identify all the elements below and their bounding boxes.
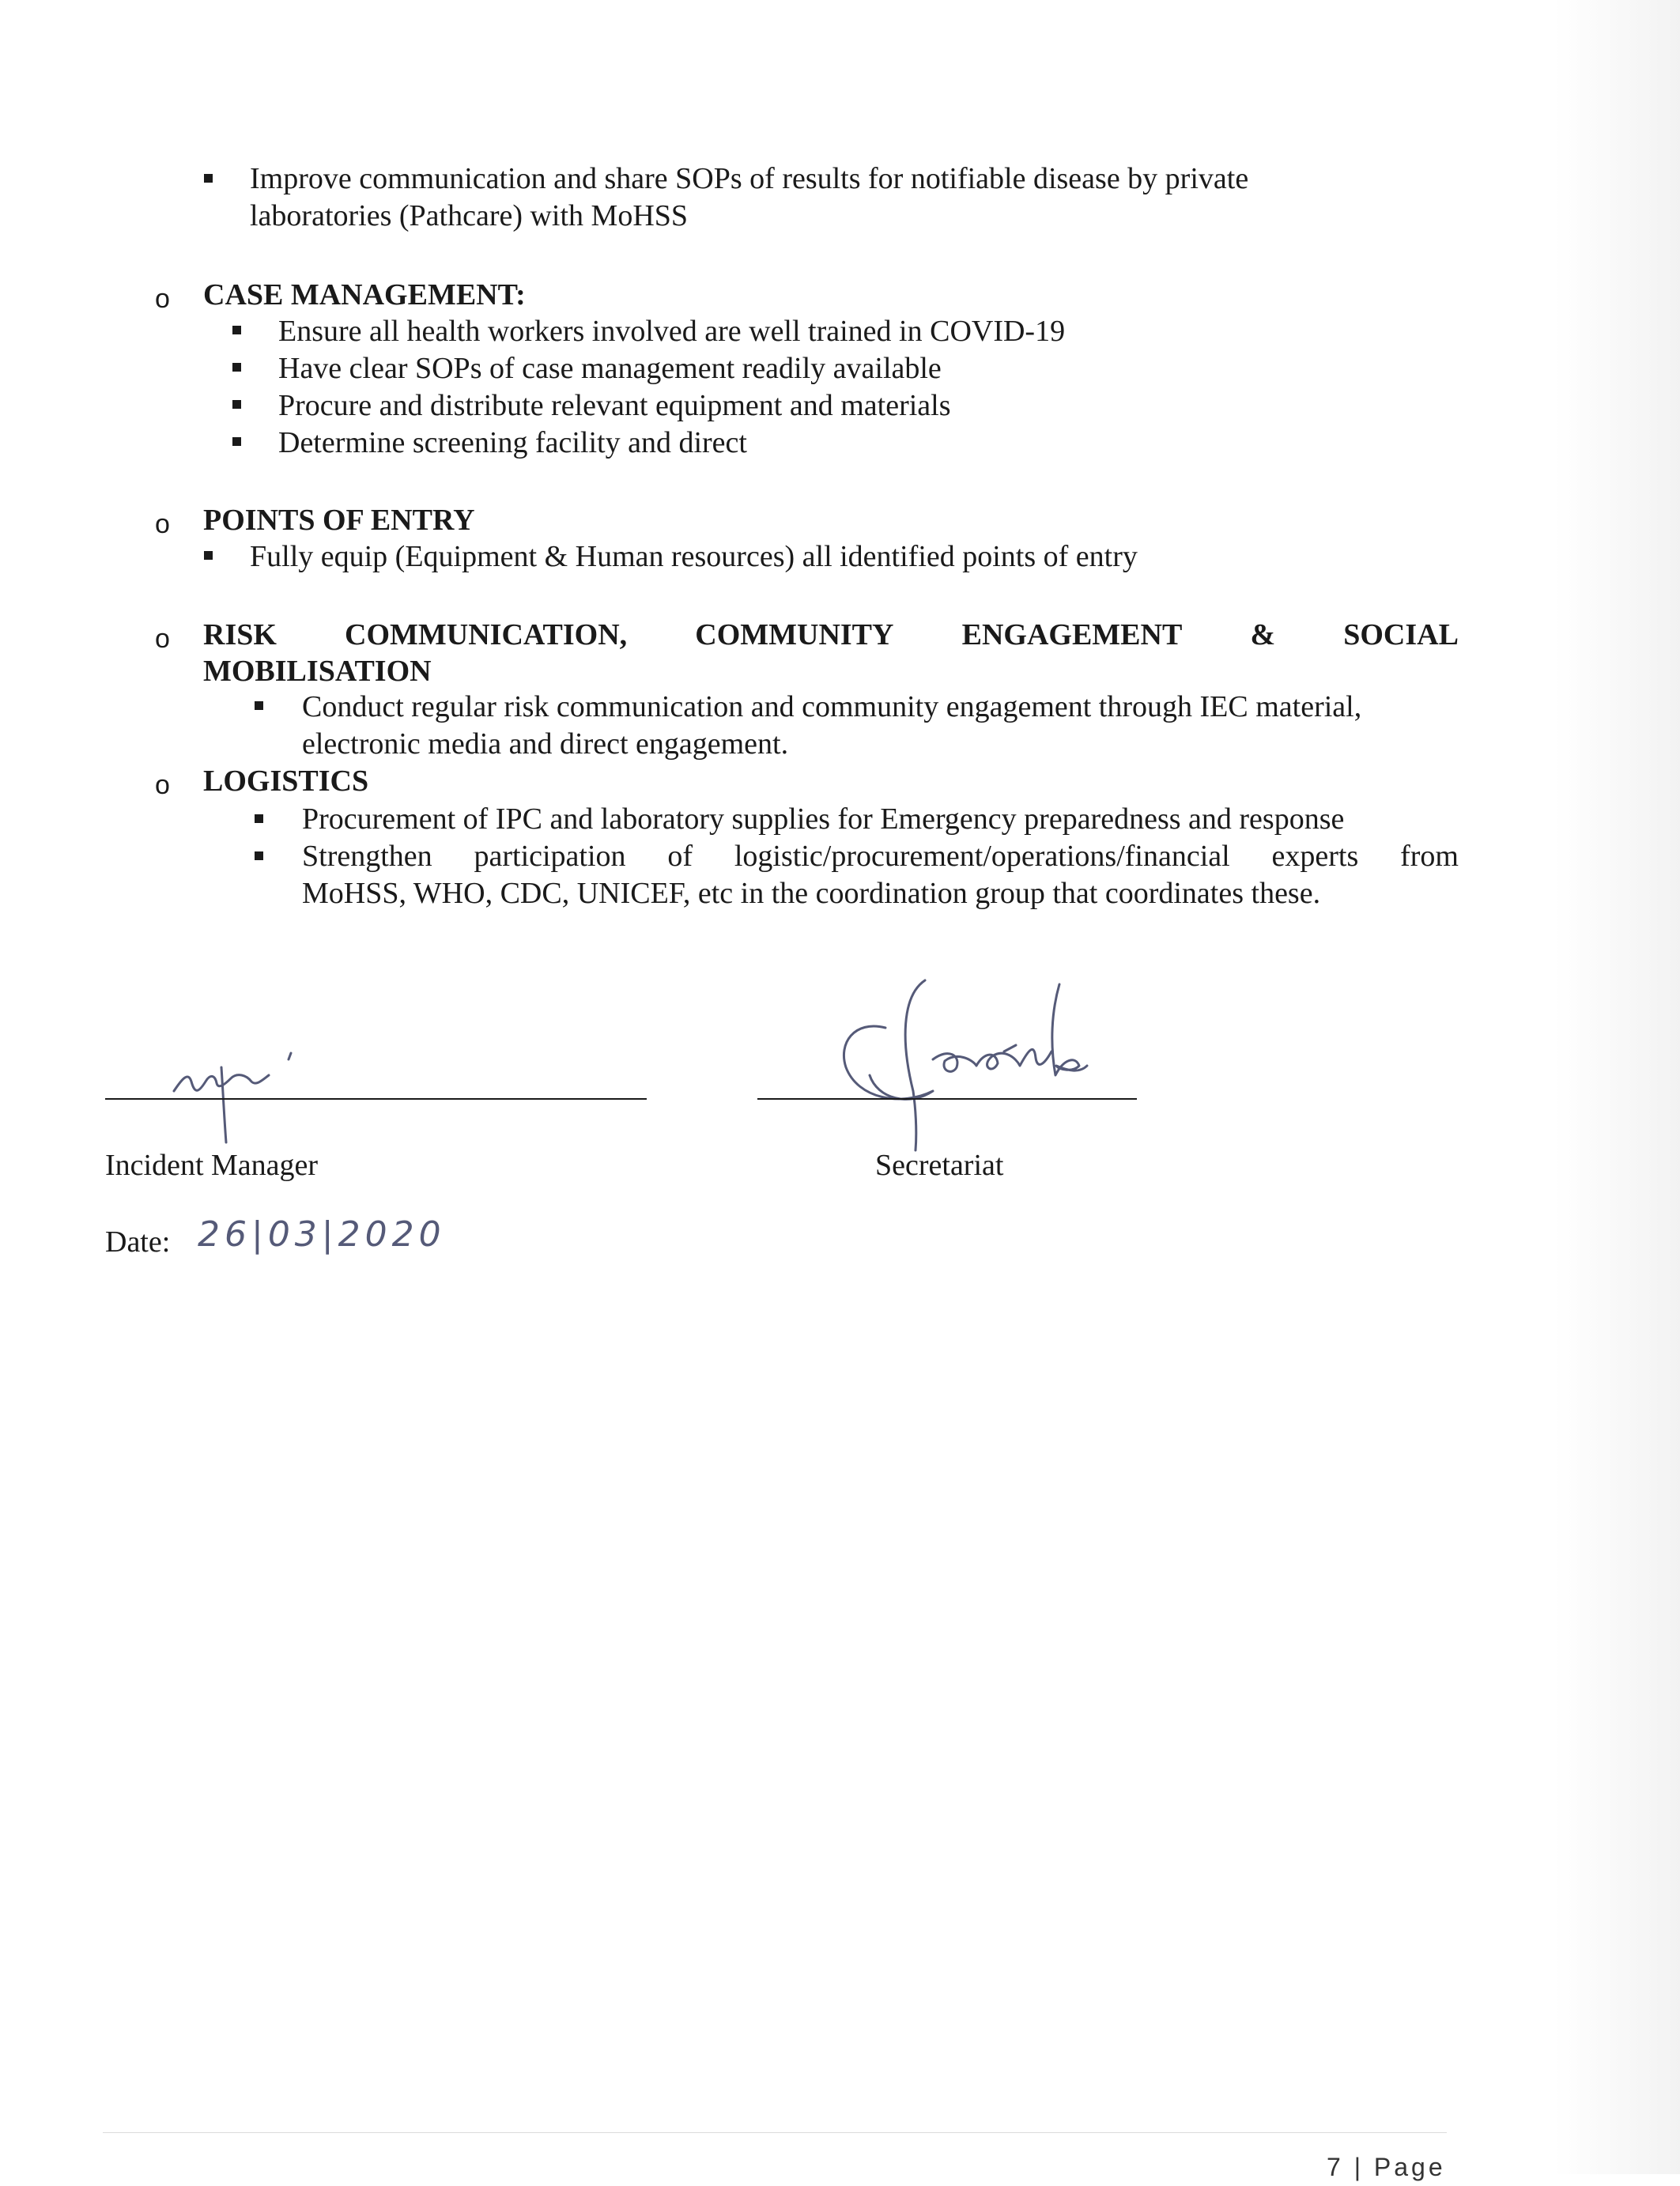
risk-heading-word: COMMUNICATION, [345,618,628,651]
section-marker: o [155,770,170,800]
secretariat-signature [822,972,1123,1162]
case-management-heading: CASE MANAGEMENT: [203,278,526,311]
logistics-word: Strengthen [302,840,432,873]
incident-manager-signature [158,1036,364,1146]
logistics-word: of [667,840,693,873]
top-item-line2: laboratories (Pathcare) with MoHSS [250,199,689,232]
risk-heading-word: RISK [203,618,277,651]
date-label: Date: [105,1225,171,1259]
signature-line-left [105,1098,647,1100]
secretariat-title: Secretariat [875,1149,1004,1182]
case-item-2: Have clear SOPs of case management readily available [278,352,942,385]
section-marker: o [155,509,170,539]
section-marker: o [155,624,170,654]
bullet-square [255,701,263,710]
logistics-word: experts [1271,840,1359,873]
case-item-4: Determine screening facility and direct [278,426,747,459]
risk-heading-line2: MOBILISATION [203,655,432,688]
risk-heading-word: & [1250,618,1276,651]
scan-shadow [1554,0,1680,2174]
footer-rule [103,2132,1447,2133]
case-item-3: Procure and distribute relevant equipment and materials [278,389,951,422]
case-item-1: Ensure all health workers involved are well trained in COVID-19 [278,315,1066,348]
logistics-item-2-line1 [302,838,1459,875]
entry-item-1: Fully equip (Equipment & Human resources) all identified points of entry [250,540,1138,573]
page-number: 7 | Page [1327,2153,1446,2181]
bullet-square [232,437,241,446]
points-of-entry-heading: POINTS OF ENTRY [203,504,475,537]
section-marker: o [155,284,170,314]
incident-manager-title: Incident Manager [105,1149,319,1182]
bullet-square [204,174,213,183]
bullet-square [232,400,241,409]
bullet-square [255,814,263,823]
logistics-word: from [1400,840,1459,873]
logistics-item-2-line2: MoHSS, WHO, CDC, UNICEF, etc in the coordination group that coordinates these. [302,877,1321,910]
signature-line-right [757,1098,1137,1100]
logistics-item-1: Procurement of IPC and laboratory supplies for Emergency preparedness and response [302,802,1345,836]
risk-heading-word: SOCIAL [1343,618,1459,651]
risk-item-line2: electronic media and direct engagement. [302,727,789,761]
logistics-word: participation [474,840,626,873]
risk-heading-line1 [203,617,1459,654]
date-value: 26|03|2020 [198,1214,446,1255]
top-item-line1: Improve communication and share SOPs of results for notifiable disease by private [250,162,1249,195]
logistics-heading: LOGISTICS [203,765,369,798]
bullet-square [255,851,263,860]
risk-heading-word: COMMUNITY [695,618,894,651]
risk-item-line1: Conduct regular risk communication and community engagement through IEC material, [302,690,1362,723]
risk-heading-word: ENGAGEMENT [961,618,1183,651]
logistics-word: logistic/procurement/operations/financial [734,840,1230,873]
bullet-square [204,551,213,560]
bullet-square [232,363,241,372]
bullet-square [232,326,241,334]
